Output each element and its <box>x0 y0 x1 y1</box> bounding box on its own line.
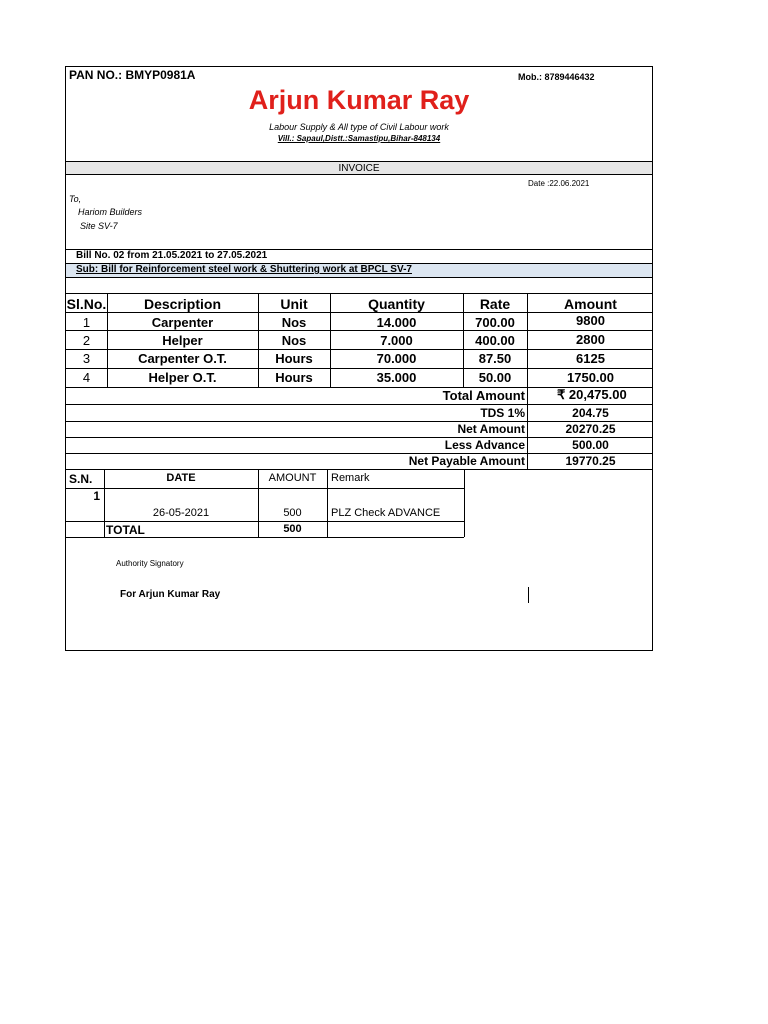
advance-header-amount: AMOUNT <box>268 472 317 484</box>
invoice-sheet <box>65 66 653 651</box>
header-rate: Rate <box>479 296 511 312</box>
invoice-date: Date :22.06.2021 <box>528 179 590 188</box>
signature-mark <box>528 587 529 603</box>
bill-subject: Sub: Bill for Reinforcement steel work & Shuttering work at BPCL SV-7 <box>76 264 412 275</box>
advance-header-sn: S.N. <box>69 472 93 486</box>
recipient-site: Site SV-7 <box>80 221 118 231</box>
table-row-quantity: 70.000 <box>376 351 417 366</box>
address: Vill.: Sapaul,Distt.:Samastipu,Bihar-848134 <box>277 134 441 143</box>
table-row-rate: 87.50 <box>478 351 512 366</box>
header-slno: Sl.No. <box>66 296 107 312</box>
to-label: To, <box>69 194 82 204</box>
net-payable-value: 19770.25 <box>565 454 616 468</box>
table-row-amount: 6125 <box>576 351 605 366</box>
table-row-sl: 2 <box>82 333 91 348</box>
table-row-amount: 9800 <box>576 313 605 328</box>
advance-remark: PLZ Check ADVANCE <box>331 507 441 519</box>
tds-label: TDS 1% <box>480 406 525 420</box>
for-company-label: For Arjun Kumar Ray <box>120 589 221 600</box>
table-row-description: Helper O.T. <box>148 370 217 385</box>
table-row-sl: 1 <box>82 315 91 330</box>
table-row-unit: Nos <box>281 333 307 348</box>
advance-total-amount: 500 <box>283 523 302 535</box>
table-row-rate: 700.00 <box>475 315 515 330</box>
table-row-unit: Hours <box>275 351 313 366</box>
advance-total-label: TOTAL <box>106 523 145 537</box>
table-row-unit: Hours <box>275 370 313 385</box>
table-row-sl: 4 <box>82 370 91 385</box>
table-row-quantity: 35.000 <box>376 370 417 385</box>
tagline: Labour Supply & All type of Civil Labour work <box>269 122 449 132</box>
authority-signatory: Authority Signatory <box>116 559 184 568</box>
table-row-rate: 50.00 <box>478 370 512 385</box>
pan-number: PAN NO.: BMYP0981A <box>69 68 196 82</box>
table-row-quantity: 7.000 <box>380 333 413 348</box>
tds-value: 204.75 <box>572 406 609 420</box>
table-row-unit: Nos <box>281 315 307 330</box>
header-description: Description <box>143 296 221 312</box>
header-quantity: Quantity <box>368 296 425 312</box>
table-row-quantity: 14.000 <box>376 315 417 330</box>
header-amount: Amount <box>564 296 617 312</box>
table-row-rate: 400.00 <box>475 333 515 348</box>
mobile-number: Mob.: 8789446432 <box>518 72 595 82</box>
table-row-description: Carpenter O.T. <box>138 351 227 366</box>
invoice-label: INVOICE <box>338 163 380 174</box>
table-row-amount: 2800 <box>576 332 605 347</box>
total-amount-value: ₹ 20,475.00 <box>557 387 627 402</box>
table-row-sl: 3 <box>82 351 91 366</box>
less-advance-value: 500.00 <box>572 438 609 452</box>
recipient-name: Hariom Builders <box>78 207 143 217</box>
net-payable-label: Net Payable Amount <box>408 454 525 468</box>
advance-sn: 1 <box>93 489 100 503</box>
less-advance-label: Less Advance <box>444 438 525 452</box>
table-row-description: Carpenter <box>151 315 214 330</box>
advance-date: 26-05-2021 <box>152 507 210 519</box>
table-row-description: Helper <box>162 333 203 348</box>
total-amount-label: Total Amount <box>442 388 525 403</box>
advance-header-remark: Remark <box>331 472 370 484</box>
table-row-amount: 1750.00 <box>567 370 614 385</box>
header-unit: Unit <box>280 296 308 312</box>
advance-amount: 500 <box>283 507 302 519</box>
net-amount-label: Net Amount <box>457 422 525 436</box>
business-name: Arjun Kumar Ray <box>248 85 470 115</box>
bill-number: Bill No. 02 from 21.05.2021 to 27.05.2021 <box>76 250 268 261</box>
advance-header-date: DATE <box>166 472 196 484</box>
net-amount-value: 20270.25 <box>565 422 616 436</box>
